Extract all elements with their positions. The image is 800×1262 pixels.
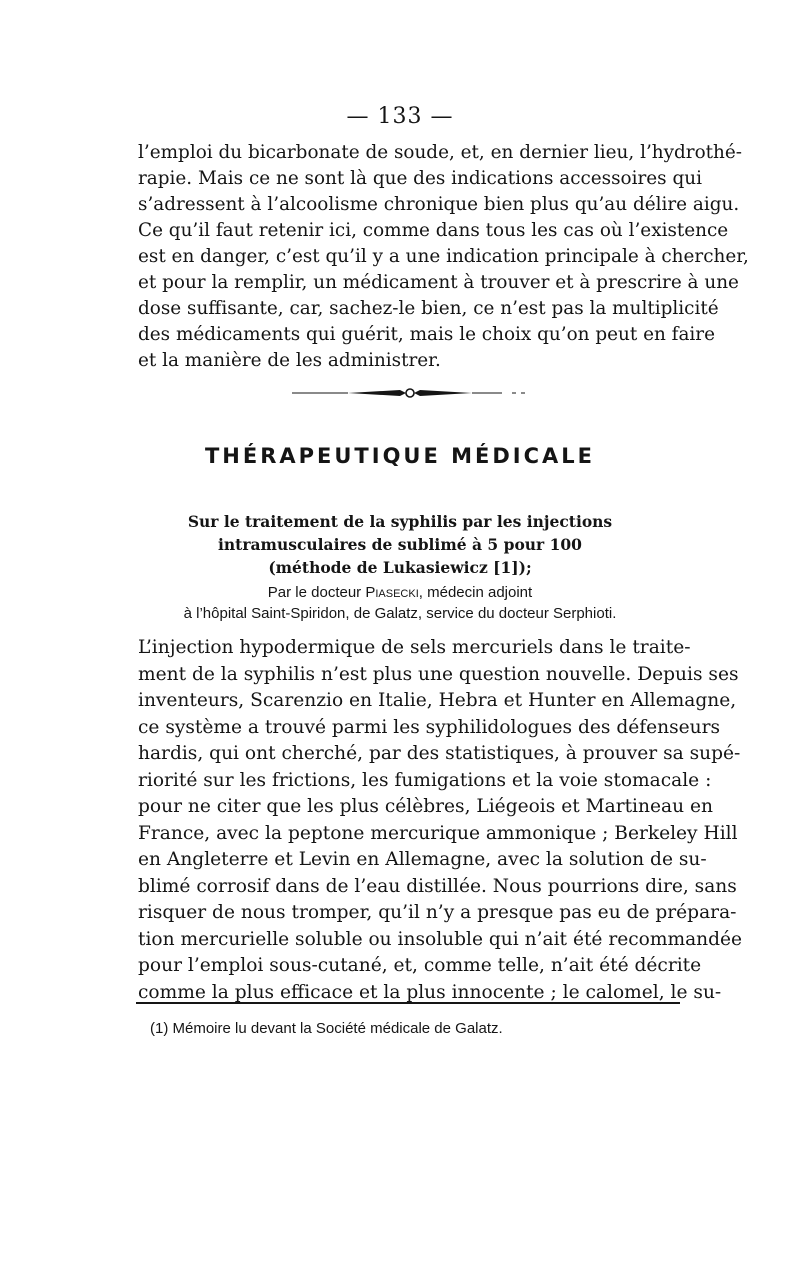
- text-line: ment de la syphilis n’est plus une question nouvelle. Depuis ses: [138, 663, 739, 685]
- text-line: en Angleterre et Levin en Allemagne, avec la solution de su-: [138, 849, 707, 870]
- intro-paragraph: [138, 140, 749, 374]
- main-paragraph: [138, 635, 743, 1006]
- text-line: risquer de nous tromper, qu’il n’y a presque pas eu de prépara-: [138, 902, 737, 923]
- text-line: pour ne citer que les plus célèbres, Liégeois et Martineau en: [138, 796, 713, 817]
- text-line: L’injection hypodermique de sels mercuriels dans le traite-: [138, 637, 691, 658]
- text-line: s’adressent à l’alcoolisme chronique bien plus qu’au délire aigu.: [138, 194, 740, 215]
- text-line: est en danger, c’est qu’il y a une indication principale à chercher,: [138, 246, 749, 267]
- article-title-line: Sur le traitement de la syphilis par les injections: [187, 512, 613, 531]
- article-title-line: intramusculaires de sublimé à 5 pour 100: [218, 535, 582, 554]
- text-line: blimé corrosif dans de l’eau distillée. Nous pourrions dire, sans: [138, 875, 737, 897]
- text-line: pour l’emploi sous-cutané, et, comme telle, n’ait été décrite: [138, 955, 702, 976]
- byline-affiliation: à l’hôpital Saint-Spiridon, de Galatz, service du docteur Serphioti.: [183, 605, 617, 622]
- text-line: et la manière de les administrer.: [138, 350, 441, 371]
- footnote: (1) Mémoire lu devant la Société médicale de Galatz.: [150, 1020, 503, 1037]
- author-name: Piasecki: [365, 584, 419, 601]
- text-line: comme la plus efficace et la plus innocente ; le calomel, le su-: [138, 981, 722, 1003]
- text-line: ce système a trouvé parmi les syphilidologues des défenseurs: [138, 716, 721, 738]
- byline-suffix: , médecin adjoint: [418, 584, 533, 601]
- page-number: — 133 —: [346, 104, 454, 129]
- ornament-divider: [290, 383, 530, 403]
- footnote-rule: [136, 1002, 680, 1004]
- text-line: des médicaments qui guérit, mais le choix qu’on peut en faire: [138, 324, 715, 345]
- text-line: l’emploi du bicarbonate de soude, et, en dernier lieu, l’hydrothé-: [138, 142, 742, 163]
- text-line: hardis, qui ont cherché, par des statistiques, à prouver sa supé-: [138, 743, 741, 764]
- section-heading: THÉRAPEUTIQUE MÉDICALE: [204, 444, 596, 468]
- text-line: dose suffisante, car, sachez-le bien, ce n’est pas la multiplicité: [138, 298, 719, 319]
- text-line: tion mercurielle soluble ou insoluble qui n’ait été recommandée: [138, 928, 743, 950]
- text-line: inventeurs, Scarenzio en Italie, Hebra et Hunter en Allemagne,: [138, 690, 737, 711]
- author-byline: [0, 582, 800, 624]
- byline-prefix: Par le docteur: [267, 584, 366, 601]
- text-line: rapie. Mais ce ne sont là que des indications accessoires qui: [138, 168, 702, 189]
- text-line: Ce qu’il faut retenir ici, comme dans tous les cas où l’existence: [138, 220, 729, 241]
- text-line: riorité sur les frictions, les fumigations et la voie stomacale :: [138, 769, 712, 791]
- text-line: et pour la remplir, un médicament à trouver et à prescrire à une: [138, 272, 739, 293]
- article-title: [0, 510, 800, 579]
- text-line: France, avec la peptone mercurique ammonique ; Berkeley Hill: [138, 822, 738, 844]
- byline-line: [0, 582, 800, 603]
- article-title-line: (méthode de Lukasiewicz [1]);: [268, 558, 532, 577]
